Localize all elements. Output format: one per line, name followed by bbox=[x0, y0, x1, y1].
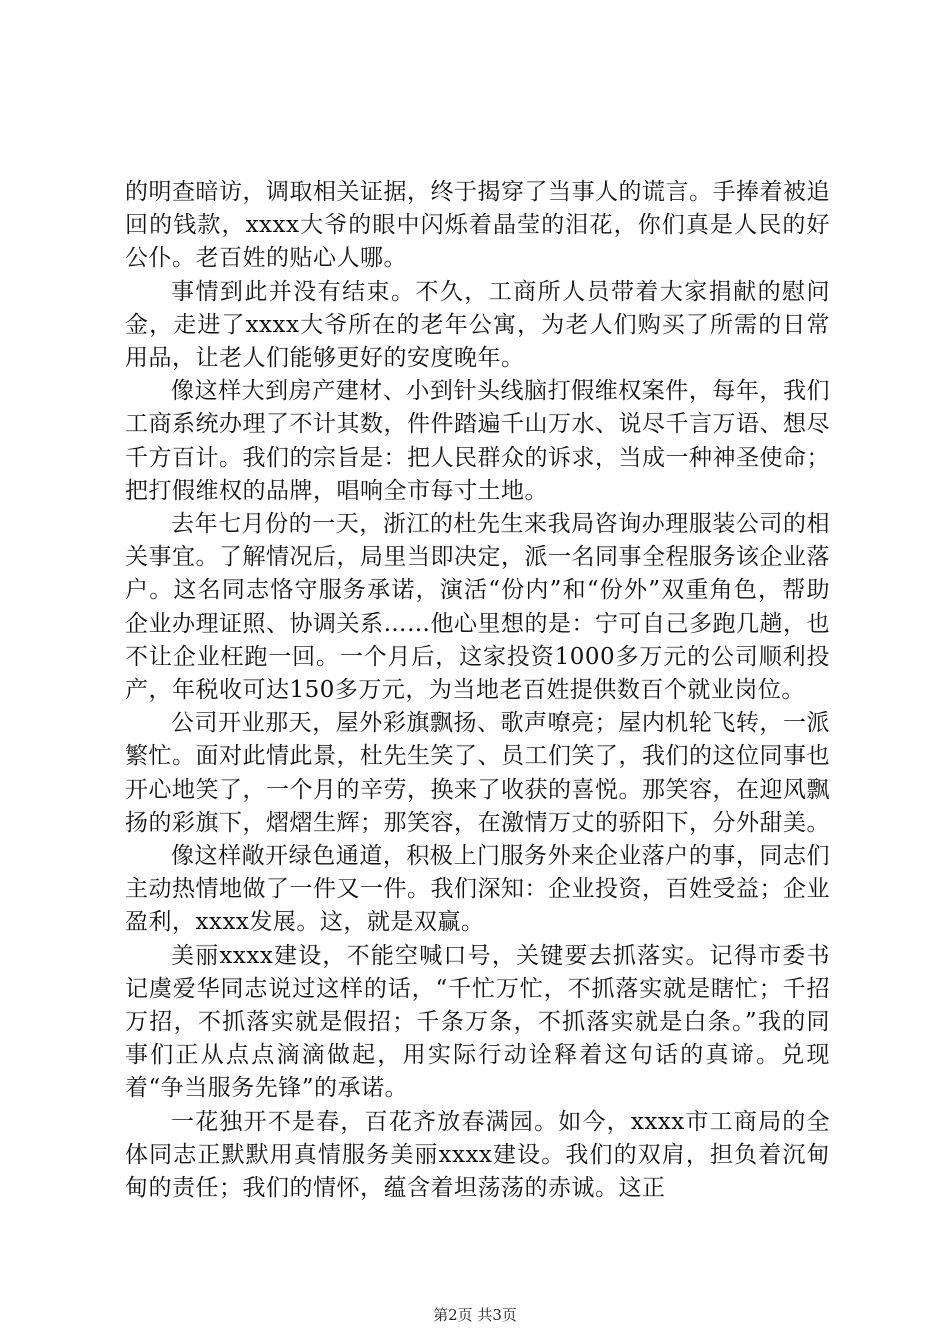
paragraph: 像这样敞开绿色通道，积极上门服务外来企业落户的事，同志们主动热情地做了一件又一件。我们深知：企业投资，百姓受益；企业盈利，xxxx发展。这，就是双赢。 bbox=[125, 843, 830, 936]
paragraph: 的明查暗访，调取相关证据，终于揭穿了当事人的谎言。手捧着被追回的钱款，xxxx大爷的眼中闪烁着晶莹的泪花，你们真是人民的好公仆。老百姓的贴心人哪。 bbox=[125, 179, 830, 272]
document-body bbox=[125, 176, 830, 1205]
paragraph: 像这样大到房产建材、小到针头线脑打假维权案件，每年，我们工商系统办理了不计其数，件件踏遍千山万水、说尽千言万语、想尽千方百计。我们的宗旨是：把人民群众的诉求，当成一种神圣使命；把打假维权的品牌，唱响全市每寸土地。 bbox=[125, 378, 830, 504]
paragraph: 一花独开不是春，百花齐放春满园。如今，xxxx市工商局的全体同志正默默用真情服务美丽xxxx建设。我们的双肩，担负着沉甸甸的责任；我们的情怀，蕴含着坦荡荡的赤诚。这正 bbox=[125, 1108, 830, 1202]
paragraph: 事情到此并没有结束。不久，工商所人员带着大家捐献的慰问金，走进了xxxx大爷所在的老年公寓，为老人们购买了所需的日常用品，让老人们能够更好的安度晚年。 bbox=[125, 278, 830, 372]
page-number-footer: 第2页 共3页 bbox=[433, 1306, 517, 1324]
paragraph: 去年七月份的一天，浙江的杜先生来我局咨询办理服装公司的相关事宜。了解情况后，局里当即决定，派一名同事全程服务该企业落户。这名同志恪守服务承诺，演活“份内”和“份外”双重角色，帮助企业办理证照、协调关系……他心里想的是：宁可自己多跑几趟，也不让企业枉跑一回。一个月后，这家投资1000多万元的公司顺利投产，年税收可达150多万元，为当地老百姓提供数百个就业岗位。 bbox=[125, 511, 830, 704]
paragraph: 美丽xxxx建设，不能空喊口号，关键要去抓落实。记得市委书记虞爱华同志说过这样的话，“千忙万忙，不抓落实就是瞎忙；千招万招，不抓落实就是假招；千条万条，不抓落实就是白条。”我的同事们正从点点滴滴做起，用实际行动诠释着这句话的真谛。兑现着“争当服务先锋”的承诺。 bbox=[125, 942, 830, 1102]
paragraph: 公司开业那天，屋外彩旗飘扬、歌声嘹亮；屋内机轮飞转，一派繁忙。面对此情此景，杜先生笑了、员工们笑了，我们的这位同事也开心地笑了，一个月的辛劳，换来了收获的喜悦。那笑容，在迎风飘扬的彩旗下，熠熠生辉；那笑容，在激情万丈的骄阳下，分外甜美。 bbox=[125, 710, 830, 836]
